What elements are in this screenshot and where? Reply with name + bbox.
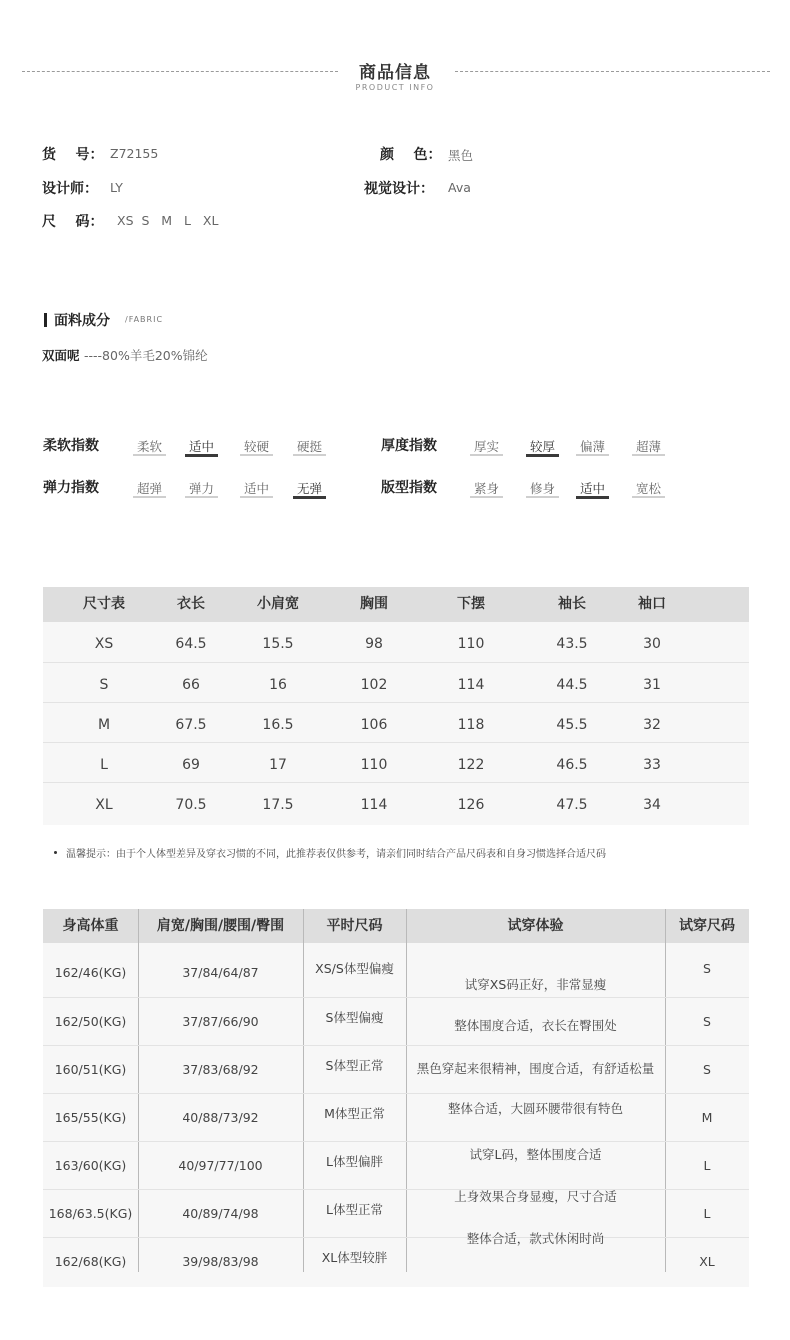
size-table-cell: 102 [360,677,388,693]
size-table-row [43,622,749,662]
size-table-cell: 118 [457,717,485,733]
tryon-experience-cell: 整体合适，款式休闲时尚 [466,1231,605,1246]
tryon-table-cell: 40/89/74/98 [182,1206,259,1221]
index-underline [632,454,665,456]
size-table-header-cell: 袖长 [558,596,586,612]
size-table-cell: 16.5 [262,717,294,733]
tryon-table-cell: XL [699,1254,715,1269]
tryon-table-header-cell: 身高体重 [62,918,119,934]
index-option: 超弹 [136,481,162,496]
tryon-experience-cell: 试穿XS码正好，非常显瘦 [464,977,607,992]
size-table-cell: 15.5 [262,636,294,652]
index-option: 紧身 [473,481,499,496]
item-no-label: 货 号： [42,147,104,163]
tryon-table-cell: S体型正常 [325,1058,384,1073]
tryon-table-cell: 160/51(KG) [54,1062,127,1077]
color-value: 黑色 [448,148,474,163]
size-table-cell: 70.5 [175,797,207,813]
size-table-header-cell: 胸围 [360,596,388,612]
tip-bullet [54,851,57,854]
size-table-cell: 66 [182,677,200,693]
size-table-cell: 45.5 [556,717,588,733]
tryon-table-cell: 162/68(KG) [54,1254,127,1269]
size-table-cell: 46.5 [556,757,588,773]
tryon-experience-cell: 黑色穿起来很精神，围度合适，有舒适松量 [416,1061,655,1076]
tryon-table-header-cell: 平时尺码 [326,918,383,934]
size-table-cell: 114 [360,797,388,813]
size-table-header-cell: 小肩宽 [257,596,299,612]
size-table-header [43,587,749,622]
index-underline [133,496,166,498]
tryon-table-cell: S [703,1062,711,1077]
tryon-table-row [43,1141,749,1190]
size-table-cell: 114 [457,677,485,693]
size-table-cell: M [97,717,111,733]
tryon-table [43,909,749,1287]
index-selected-underline [185,454,218,457]
tryon-table-cell: M [701,1110,713,1125]
index-option: 厚实 [473,439,499,454]
size-label: 尺 码： [42,214,104,230]
fabric-title: 面料成分 [54,313,110,329]
index-underline [133,454,166,456]
index-underline [240,454,273,456]
size-table-cell: 34 [643,797,661,813]
index-option: 适中 [243,481,269,496]
tryon-table-cell: L [703,1158,711,1173]
size-table-cell: 110 [457,636,485,652]
designer-value: LY [110,180,123,195]
section-title: 商品信息 [359,63,431,83]
tryon-table-cell: 168/63.5(KG) [48,1206,133,1221]
size-table-cell: 47.5 [556,797,588,813]
size-table-row [43,702,749,743]
size-table-cell: 17.5 [262,797,294,813]
index-option: 弹力 [188,481,214,496]
tryon-table-cell: L体型偏胖 [326,1154,383,1169]
tryon-experience-cell: 整体合适，大圆环腰带很有特色 [447,1101,623,1116]
tryon-table-cell: 39/98/83/98 [182,1254,259,1269]
tryon-table-cell: 162/46(KG) [54,965,127,980]
index-underline [470,454,503,456]
tryon-table-row [43,1045,749,1094]
tryon-experience-cell: 试穿L码，整体围度合适 [469,1147,602,1162]
tryon-table-cell: L [703,1206,711,1221]
size-table-cell: 16 [269,677,287,693]
color-label: 颜 色： [380,147,442,163]
index-option: 较厚 [529,439,555,454]
tryon-table-row [43,949,749,997]
tryon-table-cell: 37/83/68/92 [182,1062,259,1077]
size-table-cell: 110 [360,757,388,773]
index-option: 偏薄 [579,439,605,454]
size-table-cell: 69 [182,757,200,773]
index-underline [470,496,503,498]
size-table-cell: 122 [457,757,485,773]
index-option: 较硬 [243,439,269,454]
size-table-cell: 44.5 [556,677,588,693]
size-tip: 温馨提示：由于个人体型差异及穿衣习惯的不同，此推荐表仅供参考，请亲们同时结合产品尺码表和自身习惯选择合适尺码 [66,849,606,860]
tryon-table-cell: M体型正常 [324,1106,385,1121]
tryon-table-cell: 40/88/73/92 [182,1110,259,1125]
index-option: 宽松 [635,481,661,496]
size-table-header-cell: 尺寸表 [83,596,125,612]
tryon-table-header-cell: 肩宽/胸围/腰围/臀围 [156,918,285,934]
size-table-cell: 31 [643,677,661,693]
fabric-name: 双面呢 [42,348,80,363]
designer-label: 设计师： [42,181,98,197]
index-option: 修身 [529,481,555,496]
tryon-table-row [43,1093,749,1142]
tryon-table-row [43,1231,749,1286]
tryon-table-cell: XS/S体型偏瘦 [315,961,394,976]
fabric-composition: ----80%羊毛20%锦纶 [84,348,208,363]
index-option: 柔软 [136,439,162,454]
tryon-table-cell: 40/97/77/100 [178,1158,263,1173]
tryon-table-cell: 162/50(KG) [54,1014,127,1029]
size-table-cell: 17 [269,757,287,773]
item-no-value: Z72155 [110,146,159,161]
tryon-table-cell: S体型偏瘦 [325,1010,384,1025]
size-values: XS S M L XL [117,213,219,228]
tryon-table-cell: 165/55(KG) [54,1110,127,1125]
index-underline [240,496,273,498]
index-label: 版型指数 [381,480,437,496]
size-table-row [43,742,749,783]
fabric-accent-bar [44,313,47,327]
visual-design-label: 视觉设计： [364,181,434,197]
size-table-cell: 64.5 [175,636,207,652]
size-table-row [43,662,749,703]
tryon-table-cell: L体型正常 [326,1202,383,1217]
size-table-cell: 126 [457,797,485,813]
index-option: 超薄 [635,439,661,454]
size-table-row [43,782,749,823]
size-table-cell: XS [94,636,114,652]
index-option: 硬挺 [296,439,322,454]
size-table-cell: L [100,757,108,773]
tryon-table-cell: S [703,1014,711,1029]
tryon-table-header-cell: 试穿尺码 [679,918,735,934]
visual-design-value: Ava [448,180,471,195]
index-label: 弹力指数 [43,480,99,496]
tryon-table-header-cell: 试穿体验 [507,918,564,934]
index-underline [632,496,665,498]
index-option: 无弹 [296,481,322,496]
size-table-cell: S [99,677,109,693]
size-table-cell: XL [95,797,113,813]
index-option: 适中 [188,439,214,454]
index-underline [185,496,218,498]
index-option: 适中 [579,481,605,496]
tryon-table-row [43,997,749,1046]
size-table-cell: 33 [643,757,661,773]
tryon-table-cell: 37/84/64/87 [182,965,259,980]
size-table-cell: 67.5 [175,717,207,733]
index-label: 厚度指数 [381,438,437,454]
size-table-cell: 43.5 [556,636,588,652]
index-underline [576,454,609,456]
size-table-header-cell: 下摆 [457,596,485,612]
tryon-table-cell: XL体型较胖 [321,1250,388,1265]
size-table-header-cell: 衣长 [177,596,205,612]
size-table [43,587,749,825]
size-table-header-cell: 袖口 [638,596,666,612]
tryon-experience-cell: 整体围度合适，衣长在臀围处 [454,1018,617,1033]
size-table-cell: 98 [365,636,383,652]
tryon-table-cell: 163/60(KG) [54,1158,127,1173]
size-table-cell: 32 [643,717,661,733]
tryon-experience-cell: 上身效果合身显瘦，尺寸合适 [454,1189,617,1204]
tryon-table-header [43,909,749,943]
index-underline [526,496,559,498]
index-selected-underline [293,496,326,499]
size-table-cell: 30 [643,636,661,652]
tryon-table-cell: S [703,961,711,976]
tryon-table-cell: 37/87/66/90 [182,1014,259,1029]
index-selected-underline [576,496,609,499]
index-selected-underline [526,454,559,457]
size-table-cell: 106 [360,717,388,733]
index-underline [293,454,326,456]
index-label: 柔软指数 [43,438,99,454]
section-subtitle: PRODUCT INFO [355,83,435,92]
fabric-subtitle: /FABRIC [125,315,164,324]
